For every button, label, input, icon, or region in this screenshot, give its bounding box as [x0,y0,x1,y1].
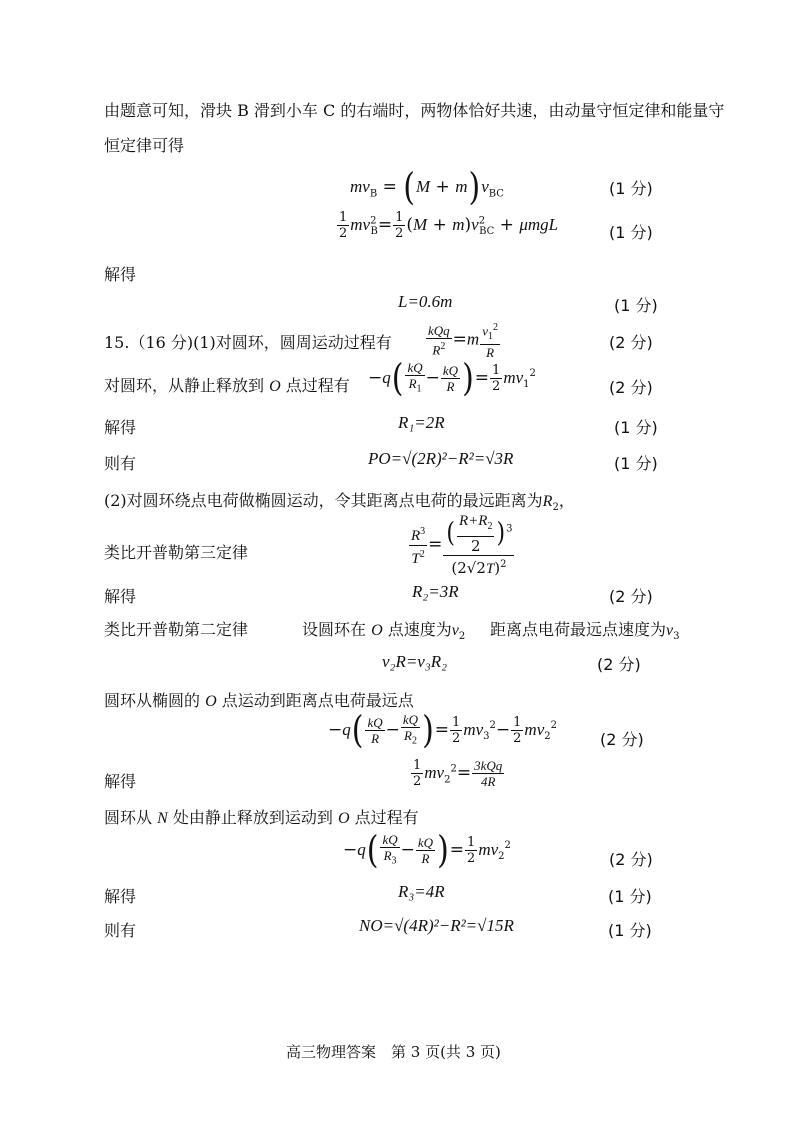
kepler-2-label: 类比开普勒第二定律 [104,620,249,639]
part-2-label: (2)对圆环绕点电荷做椭圆运动，令其距离点电荷的最远距离为$R_2$， [104,491,575,514]
set-v2-text-a: 设圆环在 [302,620,367,639]
intro-line-2: 恒定律可得 [104,136,185,155]
page-footer: 高三物理答案 第 3 页(共 3 页) [286,1043,501,1061]
intro-line-1: 由题意可知，滑块 B 滑到小车 C 的右端时，两物体恰好共速，由动量守恒定律和能量守 [104,101,725,120]
far-v3-text: 距离点电荷最远点速度为 [490,620,667,639]
from-n-label [104,805,419,828]
from-o-text-c: 点运动到距离点电荷最远点 [221,691,414,710]
score: (1 分) [609,223,653,242]
kepler-3-label: 类比开普勒第三定律 [104,543,249,562]
result-R1: R₁=2R [398,413,445,432]
release-label-tail: 点过程有 [285,376,350,395]
far-v3-label: 距离点电荷最远点速度为$v_3$ [490,620,680,643]
result-PO: PO=√(2R)²−R²=√3R [368,449,514,468]
from-o-text-a: 圆环从椭圆的 [104,691,201,710]
score: (2 分) [609,333,653,352]
set-v2-text-c: 点速度为 [387,620,452,639]
symbol-R2: R [542,493,553,510]
result-R2: R₂=3R [412,582,459,601]
from-n-text-c: 处由静止释放到运动到 [172,808,333,827]
label-zeyou: 则有 [104,921,137,940]
equation-o-to-far: −q( $\frac{kQ}{R}$ − $\frac{kQ}{R_2}$ )= $\frac{1}{2}$ $mv_3^2-$ $\frac{1}{2}$ $mv_2^2$ [328,708,557,753]
point-o: O [269,378,281,395]
equation-kinetic-v2: $\frac{1}{2}$ $mv_2^2=$ $\frac{\text{3kQq}}{4R}$ [413,758,503,789]
score: (2 分) [597,655,641,674]
equation-circular-motion: $\frac{\text{kQq}}{R^2}$ =m $\frac{v_1^2}{R}$ [428,322,498,360]
score: (1 分) [609,179,653,198]
point-o: O [205,693,217,710]
part-2-text: (2)对圆环绕点电荷做椭圆运动，令其距离点电荷的最远距离为 [104,491,543,510]
release-label [104,373,350,396]
set-v2-label: 设圆环在 O 点速度为$v_2$ [302,620,466,643]
question-15-label: 15.（16 分)(1)对圆环，圆周运动过程有 [104,333,392,352]
release-label-text: 对圆环，从静止释放到 [104,376,265,395]
label-jiede: 解得 [104,887,137,906]
point-n: N [157,810,168,827]
point-o: O [337,810,350,827]
score: (1 分) [614,296,658,315]
label-jiede: 解得 [104,418,137,437]
equation-n-to-o: −q( $\frac{kQ}{R_3}$ − $\frac{kQ}{R}$ )= $\frac{1}{2}$ $mv_2^2$ [343,828,511,873]
result-v2R: v₂R=v₃R₂ [382,652,448,671]
from-n-text-e: 点过程有 [354,808,419,827]
from-n-text-a: 圆环从 [104,808,153,827]
result-R3: R₃=4R [398,882,445,901]
label-jiede: 解得 [104,587,137,606]
label-jiede: 解得 [104,772,137,791]
score: (1 分) [608,887,652,906]
score: (2 分) [609,850,653,869]
score: (2 分) [609,378,653,397]
equation-release: −q( $\frac{kQ}{R_1}$ − $\frac{kQ}{R}$ )= $\frac{1}{2}$ $mv_1^2$ [368,356,536,401]
equation-energy: $\frac{1}{2}$ $mv^2_B=$ $\frac{1}{2}$ $(M + m)v^2_{BC} + \mu mgL$ [339,210,559,241]
score: (1 分) [614,454,658,473]
label-jiede: 解得 [104,265,137,284]
score: (1 分) [614,418,658,437]
point-o: O [371,622,383,639]
from-o-label [104,688,414,711]
score: (1 分) [608,921,652,940]
equation-momentum: $mv_B = (M + m)v_{BC}$ [350,165,504,210]
result-NO: NO=√(4R)²−R²=√15R [359,916,514,935]
label-zeyou: 则有 [104,454,137,473]
result-L: L=0.6m [398,292,453,311]
score: (2 分) [600,730,644,749]
equation-kepler-3: $\frac{R^3}{T^2}$ = ( $\frac{R+R_2}{2}$ )$^3$ $(2√2T)^2$ [411,513,513,577]
score: (2 分) [609,587,653,606]
